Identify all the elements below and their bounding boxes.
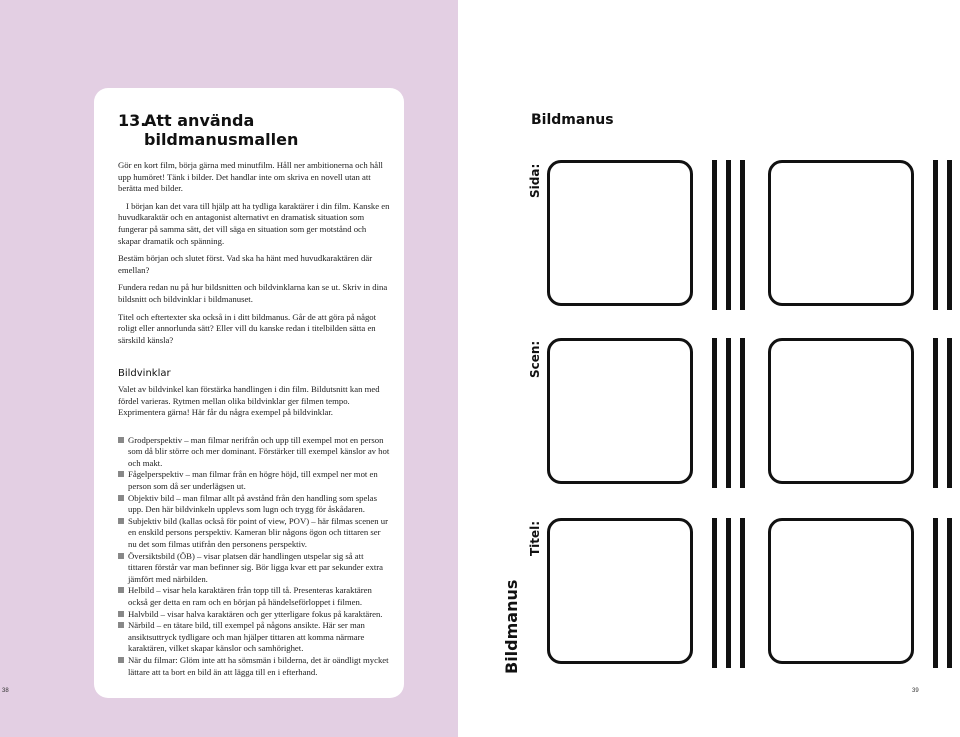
writing-line bbox=[740, 338, 745, 488]
storyboard-frame[interactable] bbox=[547, 338, 693, 484]
writing-line bbox=[712, 518, 717, 668]
subparagraph: Valet av bildvinkel kan förstärka handlingen i din film. Bildutsnitt kan med fördel varieras. Rytmen mellan olika bildvinklar ger filmen tempo. Exprimentera gärna! Här får du några exempel på bildvinklar. bbox=[118, 383, 380, 418]
writing-line bbox=[947, 518, 952, 668]
writing-line bbox=[740, 160, 745, 310]
list-item bbox=[118, 493, 390, 516]
paragraph: Fundera redan nu på hur bildsnitten och bildvinklarna kan se ut. Skriv in dina bildsnitt och bildvinklar i bildmanuset. bbox=[118, 282, 388, 304]
heading-line2: bildmanusmallen bbox=[144, 130, 299, 149]
writing-line bbox=[712, 160, 717, 310]
page-title bbox=[118, 111, 388, 149]
list-item bbox=[118, 516, 390, 551]
square-bullet-icon bbox=[118, 611, 124, 617]
square-bullet-icon bbox=[118, 518, 124, 524]
bullet-list bbox=[118, 435, 390, 678]
writing-line bbox=[933, 160, 938, 310]
list-item bbox=[118, 620, 390, 655]
list-item bbox=[118, 655, 390, 678]
label-titel: Titel: bbox=[528, 520, 542, 556]
storyboard-frame[interactable] bbox=[547, 160, 693, 306]
heading-number: 13. bbox=[118, 111, 147, 130]
storyboard-frame[interactable] bbox=[768, 518, 914, 664]
writing-line bbox=[726, 338, 731, 488]
list-item-text: När du filmar: Glöm inte att ha sömsmän i bilderna, det är oändligt mycket lättare att ta bort en bild än att lägga till en i efterhand. bbox=[128, 654, 389, 677]
list-item-text: Fågelperspektiv – man filmar från en högre höjd, till exmpel ner mot en person som då ser underlägsen ut. bbox=[128, 469, 378, 492]
storyboard-title: Bildmanus bbox=[531, 112, 614, 128]
writing-line bbox=[712, 338, 717, 488]
page-number-left: 38 bbox=[2, 688, 9, 694]
label-sida: Sida: bbox=[528, 163, 542, 198]
storyboard-vertical-title: Bildmanus bbox=[502, 579, 521, 674]
writing-line bbox=[933, 518, 938, 668]
square-bullet-icon bbox=[118, 495, 124, 501]
paragraph: Gör en kort film, börja gärna med minutfilm. Håll ner ambitionerna och håll upp humöret! Tänk i bilder. Det handlar inte om skriva en novell utan att berätta med bilder. bbox=[118, 160, 383, 194]
list-item-text: Helbild – visar hela karaktären från topp till tå. Presenteras karaktären också ger detta en ram och en början på händelseförloppet i filmen. bbox=[128, 585, 372, 607]
paragraph: Bestäm början och slutet först. Vad ska ha hänt med huvudkaraktären där emellan? bbox=[118, 253, 373, 275]
writing-line bbox=[947, 338, 952, 488]
instructions-body bbox=[118, 160, 390, 678]
list-item bbox=[118, 435, 390, 470]
subheading: Bildvinklar bbox=[118, 368, 171, 380]
list-item-text: Halvbild – visar halva karaktären och ger ytterligare fokus på karaktären. bbox=[128, 608, 383, 619]
writing-line bbox=[726, 160, 731, 310]
storyboard-frame[interactable] bbox=[768, 338, 914, 484]
square-bullet-icon bbox=[118, 657, 124, 663]
writing-line bbox=[726, 518, 731, 668]
storyboard-frame[interactable] bbox=[768, 160, 914, 306]
paragraph: Titel och eftertexter ska också in i ditt bildmanus. Går de att göra på något roligt eller annorlunda sätt? Eller vill du kanske redan i titelbilden sätta en särskild känsla? bbox=[118, 311, 377, 345]
list-item bbox=[118, 551, 390, 586]
writing-line bbox=[740, 518, 745, 668]
list-item bbox=[118, 585, 390, 608]
square-bullet-icon bbox=[118, 471, 124, 477]
list-item bbox=[118, 609, 390, 621]
square-bullet-icon bbox=[118, 553, 124, 559]
list-item-text: Översiktsbild (ÖB) – visar platsen där handlingen utspelar sig så att tittaren förstår var man befinner sig. Bör ligga kvar ett par sekunder extra jämfört med närbilden. bbox=[128, 550, 383, 584]
storyboard-frame[interactable] bbox=[547, 518, 693, 664]
list-item-text: Subjektiv bild (kallas också för point of view, POV) – här filmas scenen ur en enskild persons perspektiv. Kameran blir någons ögon och tittaren ser nu det som filmas utifrån den personens perspektiv. bbox=[128, 515, 389, 550]
label-scen: Scen: bbox=[528, 340, 542, 378]
list-item bbox=[118, 469, 390, 492]
writing-line bbox=[947, 160, 952, 310]
square-bullet-icon bbox=[118, 622, 124, 628]
heading-line1: Att använda bbox=[144, 111, 255, 130]
list-item-text: Objektiv bild – man filmar allt på avstånd från den handling som spelas upp. Den här bildvinkeln upplevs som lugn och trygg för åskådaren. bbox=[128, 492, 377, 515]
square-bullet-icon bbox=[118, 587, 124, 593]
writing-line bbox=[933, 338, 938, 488]
page-number-right: 39 bbox=[912, 688, 919, 694]
square-bullet-icon bbox=[118, 437, 124, 443]
list-item-text: Grodperspektiv – man filmar nerifrån och upp till exempel mot en person som då blir större och mer dominant. Förstärker till exempel känslor av hot och makt. bbox=[128, 434, 390, 468]
list-item-text: Närbild – en tätare bild, till exempel på någons ansikte. Här ser man ansiktsuttryck tydligare och man hjälper tittaren att komma närmare karaktären, vilket skapar känslor och samhörighet. bbox=[128, 620, 365, 654]
paragraph: I början kan det vara till hjälp att ha tydliga karaktärer i din film. Kanske en huvudkaraktär och en antagonist alternativt en dramatisk situation som fungerar på samma sätt, det vill säga en situation som ger motstånd och skapar dramatik och spänning. bbox=[118, 200, 390, 246]
